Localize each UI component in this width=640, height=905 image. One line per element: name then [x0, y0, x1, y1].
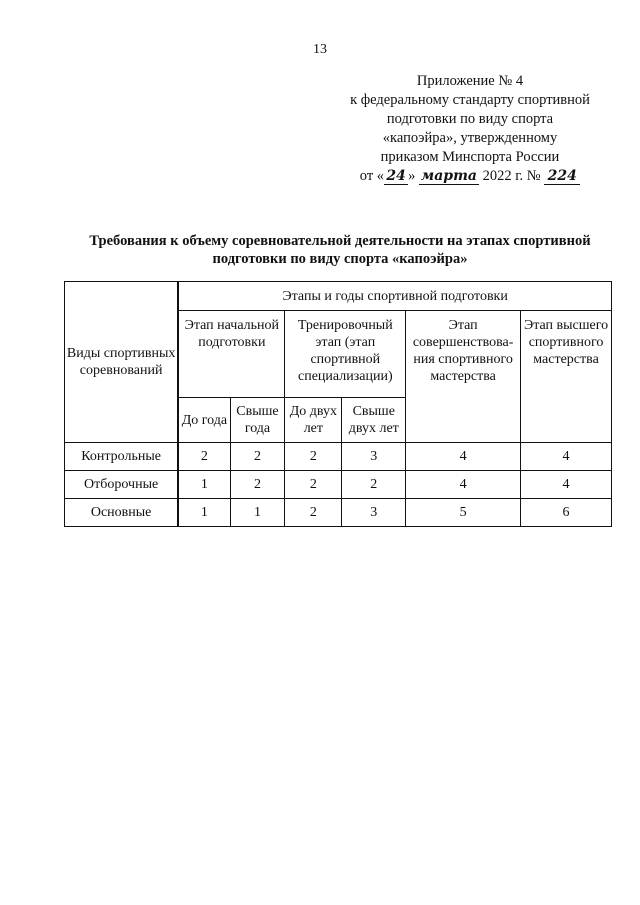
sub-initial-over-year: Свыше года: [230, 398, 285, 443]
table-cell: 2: [230, 471, 285, 499]
table-cell: 6: [521, 499, 612, 527]
table-cell: 2: [230, 443, 285, 471]
appendix-line-4: «капоэйра», утвержденному: [382, 130, 558, 146]
title-line-2: подготовки по виду спорта «капоэйра»: [212, 251, 468, 267]
row-name: Основные: [65, 499, 179, 527]
sub-training-over-two: Свыше двух лет: [342, 398, 406, 443]
row-name: Контрольные: [65, 443, 179, 471]
stage-highest-header: Этап высшего спортивного мастерства: [521, 311, 612, 443]
year-text: 2022 г. №: [482, 168, 541, 184]
handwritten-day: 24: [384, 168, 408, 185]
table-cell: 5: [406, 499, 521, 527]
requirements-table: [64, 281, 612, 527]
table-cell: 2: [285, 471, 342, 499]
order-date-line: [330, 167, 610, 186]
table-cell: 1: [230, 499, 285, 527]
appendix-line-3: подготовки по виду спорта: [386, 111, 554, 127]
table-cell: 2: [178, 443, 230, 471]
appendix-line-1: Приложение № 4: [416, 73, 524, 89]
title-line-1: Требования к объему соревновательной деятельности на этапах спортивной: [89, 233, 591, 249]
stage-training-header: Тренировочный этап (этап спортивной специализации): [285, 311, 406, 398]
table-cell: 2: [342, 471, 406, 499]
appendix-line-5: приказом Минспорта России: [380, 149, 560, 165]
document-title: [60, 232, 620, 268]
handwritten-order-number: 224: [544, 168, 580, 185]
stage-initial-header: Этап начальной подготовки: [178, 311, 285, 398]
table-cell: 2: [285, 499, 342, 527]
table-cell: 4: [406, 471, 521, 499]
page-number: 13: [313, 42, 327, 57]
date-prefix: от «: [359, 168, 385, 184]
table-row: [65, 471, 612, 499]
stage-improvement-header: Этап совершенствова-ния спортивного мастерства: [406, 311, 521, 443]
table-cell: 1: [178, 471, 230, 499]
table-cell: 4: [521, 471, 612, 499]
sub-initial-up-to-year: До года: [178, 398, 230, 443]
appendix-header: [330, 72, 610, 186]
table-cell: 3: [342, 499, 406, 527]
table-cell: 4: [406, 443, 521, 471]
sub-training-up-to-two: До двух лет: [285, 398, 342, 443]
table-cell: 4: [521, 443, 612, 471]
row-name: Отборочные: [65, 471, 179, 499]
appendix-line-2: к федеральному стандарту спортивной: [350, 92, 590, 108]
table-cell: 3: [342, 443, 406, 471]
table-row: [65, 443, 612, 471]
competition-type-header: Виды спортивных соревнований: [65, 282, 179, 443]
handwritten-month: марта: [420, 168, 477, 184]
date-mid: »: [408, 168, 416, 184]
table-row: [65, 499, 612, 527]
table-cell: 2: [285, 443, 342, 471]
table-cell: 1: [178, 499, 230, 527]
stages-group-header: Этапы и годы спортивной подготовки: [178, 282, 611, 311]
